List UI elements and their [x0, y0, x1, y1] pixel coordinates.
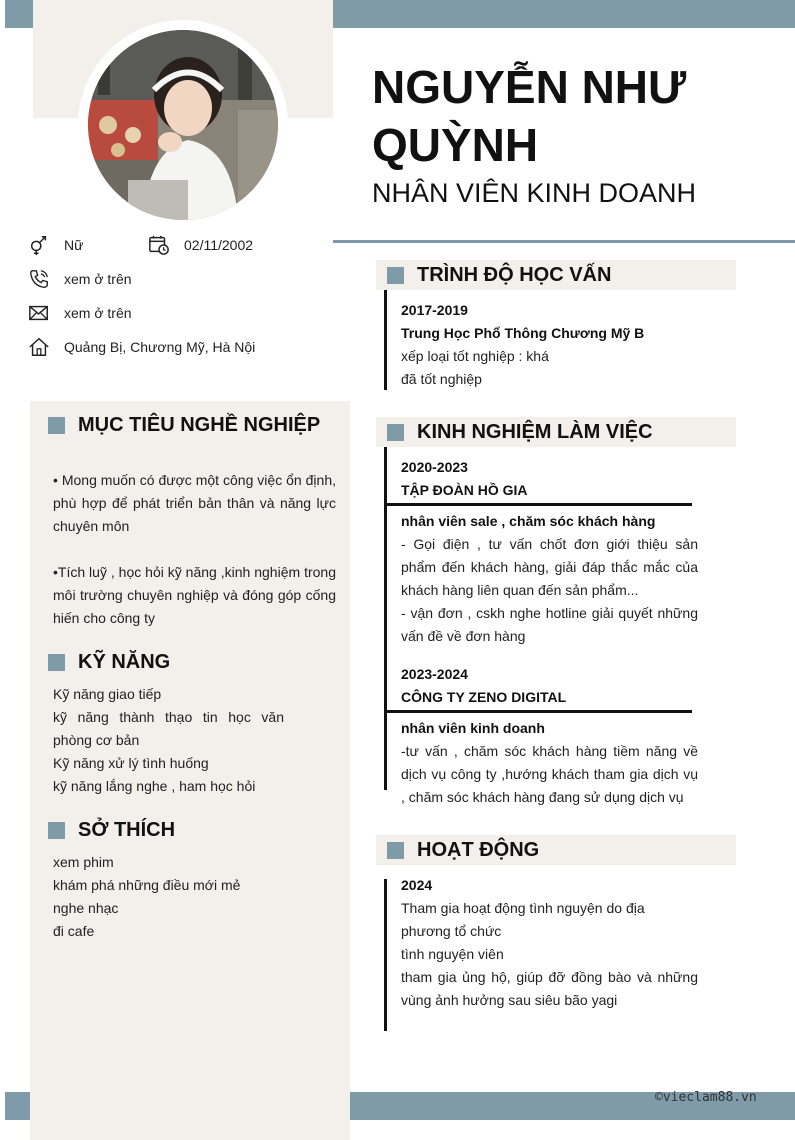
calendar-icon	[148, 234, 170, 256]
birthdate-row	[148, 234, 253, 256]
hobbies-heading	[48, 819, 175, 842]
skills-title: KỸ NĂNG	[78, 651, 171, 673]
candidate-name: NGUYỄN NHƯ QUỲNH	[372, 61, 687, 171]
objective-paragraph-1: • Mong muốn có được một công việc ổn định, phù hợp để phát triển bản thân và năng lực chuyên môn	[53, 472, 336, 534]
gender-value: Nữ	[64, 237, 84, 253]
list-item: kỹ năng lắng nghe , ham học hỏi	[53, 778, 256, 794]
list-item: kỹ năng thành thạo tin học văn phòng cơ bản	[53, 709, 284, 748]
phone-icon	[28, 268, 50, 290]
email-value: xem ở trên	[64, 305, 132, 321]
phone-value: xem ở trên	[64, 271, 132, 287]
job-divider	[384, 710, 692, 713]
hobbies-title: SỞ THÍCH	[78, 819, 176, 841]
objective-paragraph-2: •Tích luỹ , học hỏi kỹ năng ,kinh nghiệm trong môi trường chuyên nghiệp và đóng góp cống hiến cho công ty	[53, 564, 336, 626]
experience-timeline-line	[384, 447, 387, 790]
mail-icon	[28, 302, 50, 324]
activities-timeline-line	[384, 879, 387, 1031]
birthdate-value: 02/11/2002	[184, 237, 254, 253]
job-entry-1-header	[401, 456, 698, 502]
skills-list	[53, 683, 284, 798]
education-heading	[376, 260, 736, 290]
gender-row	[28, 234, 83, 256]
activity-description: tham gia ủng hộ, giúp đỡ đồng bào và những vùng ảnh hưởng sau siêu bão yagi	[401, 969, 698, 1008]
phone-row	[28, 268, 132, 290]
section-square-icon	[387, 842, 404, 859]
list-item: nghe nhạc	[53, 900, 119, 916]
title-divider	[333, 240, 795, 243]
email-row	[28, 302, 132, 324]
job-entry-2-header	[401, 663, 698, 709]
education-school: Trung Học Phổ Thông Chương Mỹ B	[401, 325, 645, 341]
objective-heading	[48, 414, 320, 437]
education-period: 2017-2019	[401, 302, 468, 318]
watermark: ©vieclam88.vn	[655, 1090, 757, 1105]
activity-year: 2024	[401, 877, 433, 893]
job-title: NHÂN VIÊN KINH DOANH	[372, 178, 697, 208]
list-item: xem phim	[53, 854, 114, 870]
job-company: TẬP ĐOÀN HỒ GIA	[401, 482, 528, 498]
section-square-icon	[48, 822, 65, 839]
top-accent-bar-left	[5, 0, 33, 28]
section-square-icon	[48, 654, 65, 671]
job-company: CÔNG TY ZENO DIGITAL	[401, 689, 567, 705]
education-status: đã tốt nghiệp	[401, 371, 482, 387]
list-item: đi cafe	[53, 923, 95, 939]
section-square-icon	[387, 424, 404, 441]
job-period: 2023-2024	[401, 666, 468, 682]
activity-entry	[401, 874, 698, 1012]
hobbies-list	[53, 851, 336, 943]
gender-icon	[28, 234, 50, 256]
skills-heading	[48, 651, 170, 674]
education-timeline-line	[384, 290, 387, 390]
job-description: -tư vấn , chăm sóc khách hàng tiềm năng về dịch vụ công ty ,hướng khách tham gia dịch vụ , chăm sóc khách hàng đang sử dụng dịch vụ	[401, 743, 698, 805]
job-description: - vận đơn , cskh nghe hotline giải quyết những vấn đề về đơn hàng	[401, 605, 698, 644]
education-grade: xếp loại tốt nghiệp : khá	[401, 348, 549, 364]
job-description: - Gọi điện , tư vấn chốt đơn giới thiệu sản phẩm đến khách hàng, giải đáp thắc mắc của khách hàng liên quan đến sản phẩm...	[401, 536, 698, 598]
job-entry-1-body	[401, 510, 698, 648]
activity-role: tình nguyện viên	[401, 946, 504, 962]
avatar-photo-illustration	[88, 30, 278, 220]
home-icon	[28, 336, 50, 358]
address-row	[28, 336, 255, 358]
section-square-icon	[387, 267, 404, 284]
top-accent-bar	[333, 0, 795, 28]
job-role: nhân viên sale , chăm sóc khách hàng	[401, 513, 656, 529]
list-item: Kỹ năng giao tiếp	[53, 686, 162, 702]
job-entry-2-body	[401, 717, 698, 809]
activities-heading	[376, 835, 736, 865]
activities-title: HOẠT ĐỘNG	[417, 838, 540, 861]
job-period: 2020-2023	[401, 459, 468, 475]
avatar	[88, 30, 278, 220]
list-item: Kỹ năng xử lý tình huống	[53, 755, 209, 771]
job-role: nhân viên kinh doanh	[401, 720, 545, 736]
section-square-icon	[48, 417, 65, 434]
list-item: khám phá những điều mới mẻ	[53, 877, 241, 893]
address-value: Quảng Bị, Chương Mỹ, Hà Nội	[64, 339, 256, 355]
bottom-accent-bar-left	[5, 1092, 30, 1120]
experience-heading	[376, 417, 736, 447]
objective-title: MỤC TIÊU NGHỀ NGHIỆP	[78, 414, 321, 436]
activity-description: Tham gia hoạt động tình nguyện do địa phương tổ chức	[401, 900, 645, 939]
experience-title: KINH NGHIỆM LÀM VIỆC	[417, 420, 653, 443]
education-entry	[401, 299, 698, 391]
job-divider	[384, 503, 692, 506]
education-title: TRÌNH ĐỘ HỌC VẤN	[417, 263, 612, 286]
